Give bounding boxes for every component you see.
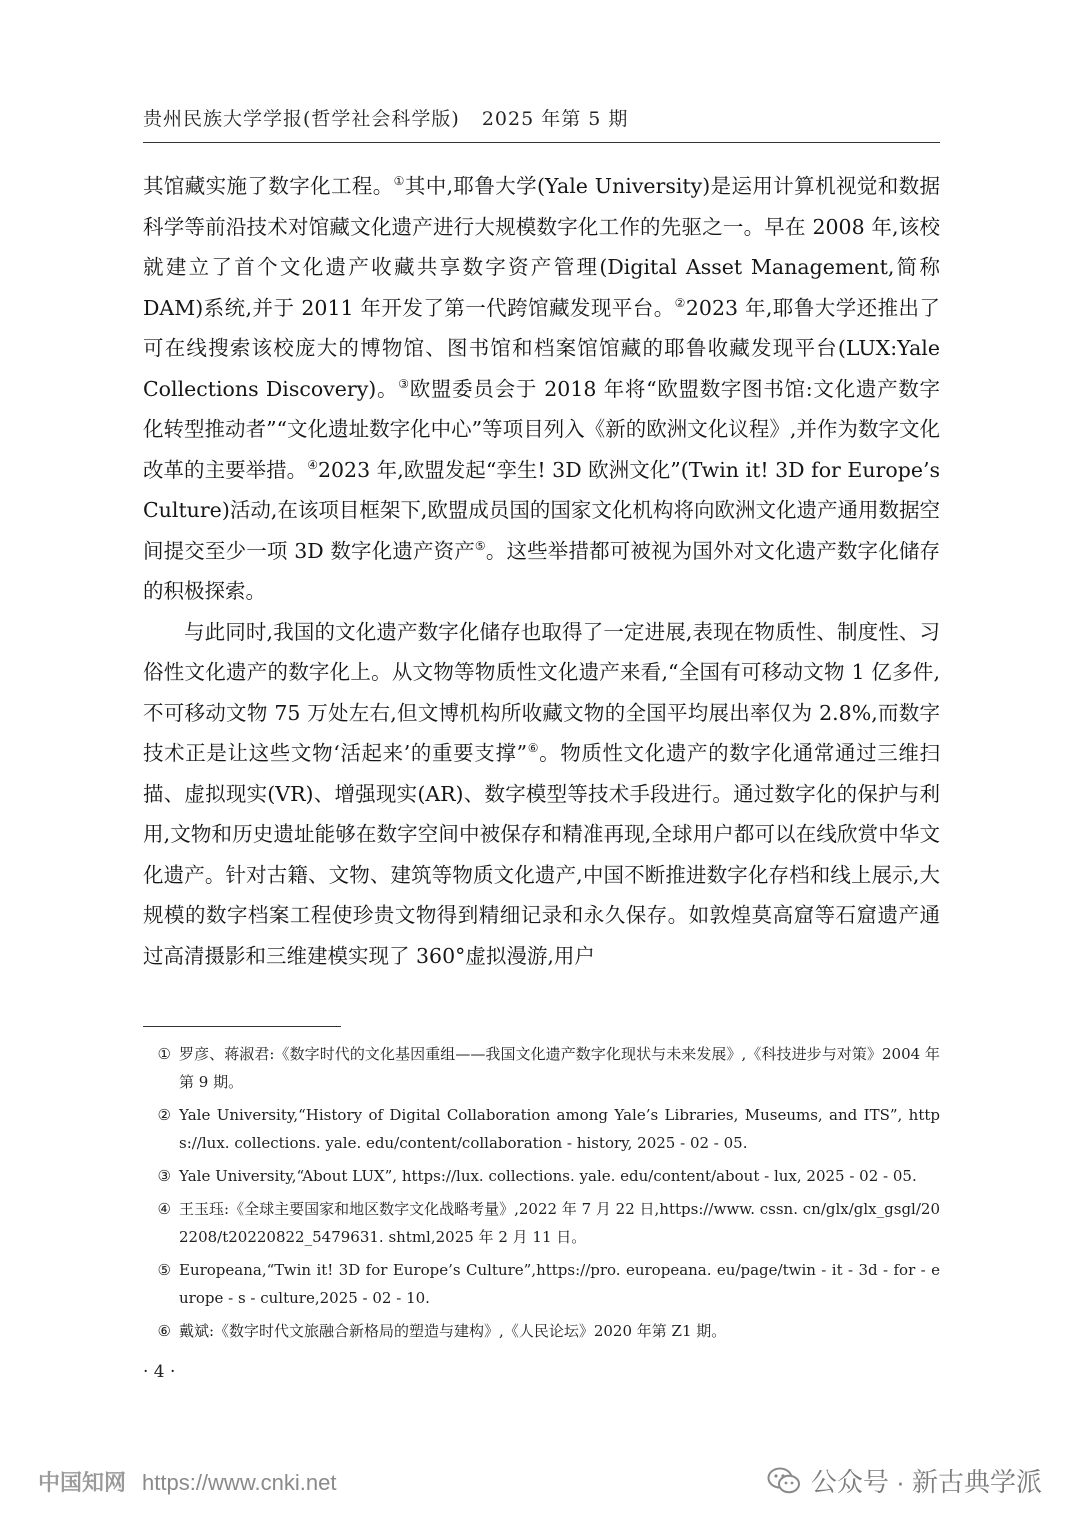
footnote-2 — [143, 1101, 940, 1157]
p1-sentence-1: 其馆藏实施了数字化工程。 — [143, 174, 394, 198]
paragraph-1 — [143, 166, 940, 612]
footnote-4 — [143, 1195, 940, 1251]
running-header — [143, 104, 628, 131]
issue-label: 2025 年第 5 期 — [481, 108, 629, 130]
footnote-ref-3[interactable]: ③ — [398, 376, 410, 391]
p1-sentence-6: 。这些举措都可被视为国外对文化遗产数字化储存的积极探索。 — [143, 538, 941, 603]
footnote-6 — [143, 1317, 940, 1345]
p1-sentence-5: 2023 年,欧盟发起“孪生! 3D 欧洲文化”(Twin it! 3D for Europe’s Culture)活动,在该项目框架下,欧盟成员国的国家文化机构将向欧洲文化遗产通用数据空间提交至少一项 3D 数字化遗产资产 — [143, 457, 940, 563]
footnote-ref-1[interactable]: ① — [393, 174, 405, 189]
cnki-watermark — [38, 1466, 336, 1497]
footnote-rule — [143, 1026, 341, 1027]
cnki-logo: 中国知网 — [38, 1470, 127, 1495]
journal-title: 贵州民族大学学报(哲学社会科学版) — [143, 108, 460, 130]
footnote-mark: ③ — [157, 1167, 171, 1185]
footnote-ref-2[interactable]: ② — [674, 295, 686, 310]
footnote-3 — [143, 1162, 940, 1190]
footnotes — [143, 1040, 940, 1350]
footnote-ref-5[interactable]: ⑤ — [474, 538, 486, 553]
wechat-icon — [767, 1466, 801, 1496]
header-rule — [143, 142, 940, 143]
footnote-text: 戴斌:《数字时代文旅融合新格局的塑造与建构》,《人民论坛》2020 年第 Z1 期。 — [179, 1322, 727, 1340]
footnote-text: 罗彦、蒋淑君:《数字时代的文化基因重组——我国文化遗产数字化现状与未来发展》,《科技进步与对策》2004 年第 9 期。 — [179, 1045, 940, 1091]
footnote-text: Europeana,“Twin it! 3D for Europe’s Culture”,https://pro. europeana. eu/page/twin - it - 3d - for - europe - s - culture,2025 - 02 - 10. — [179, 1261, 940, 1307]
footnote-text: Yale University,“About LUX”, https://lux. collections. yale. edu/content/about - lux, 2025 - 02 - 05. — [179, 1167, 917, 1185]
footnote-ref-6[interactable]: ⑥ — [527, 741, 540, 756]
p1-sentence-4: 欧盟委员会于 2018 年将“欧盟数字图书馆:文化遗产数字化转型推动者”“文化遗址数字化中心”等项目列入《新的欧洲文化议程》,并作为数字文化改革的主要举措。 — [143, 376, 941, 482]
paragraph-2 — [143, 612, 940, 977]
footnote-mark: ② — [157, 1106, 171, 1124]
footnote-ref-4[interactable]: ④ — [307, 457, 318, 472]
p1-sentence-3: 2023 年,耶鲁大学还推出了可在线搜索该校庞大的博物馆、图书馆和档案馆馆藏的耶鲁收藏发现平台(LUX:Yale Collections Discovery)。 — [143, 295, 940, 401]
footnote-text: 王玉珏:《全球主要国家和地区数字文化战略考量》,2022 年 7 月 22 日,https://www. cssn. cn/glx/glx_gsgl/202208/t20220822_5479631. shtml,2025 年 2 月 11 日。 — [179, 1200, 940, 1246]
footnote-5 — [143, 1256, 940, 1312]
footnote-1 — [143, 1040, 940, 1096]
footnote-text: Yale University,“History of Digital Collaboration among Yale’s Libraries, Museums, and ITS”, https://lux. collections. yale. edu/content/collaboration - history, 2025 - 02 - 05. — [179, 1106, 940, 1152]
footnote-mark: ④ — [157, 1200, 171, 1218]
wechat-watermark — [767, 1462, 1042, 1499]
p1-sentence-2: 其中,耶鲁大学(Yale University)是运用计算机视觉和数据科学等前沿技术对馆藏文化遗产进行大规模数字化工作的先驱之一。早在 2008 年,该校就建立了首个文化遗产收藏共享数字资产管理(Digital Asset Management,简称 DAM)系统,并于 2011 年开发了第一代跨馆藏发现平台。 — [143, 174, 941, 320]
wechat-account-label: 公众号 · 新古典学派 — [810, 1467, 1042, 1497]
footnote-mark: ① — [157, 1045, 171, 1063]
p2-sentence-2: 。物质性文化遗产的数字化通常通过三维扫描、虚拟现实(VR)、增强现实(AR)、数字模型等技术手段进行。通过数字化的保护与利用,文物和历史遗址能够在数字空间中被保存和精准再现,全球用户都可以在线欣赏中华文化遗产。针对古籍、文物、建筑等物质文化遗产,中国不断推进数字化存档和线上展示,大规模的数字档案工程使珍贵文物得到精细记录和永久保存。如敦煌莫高窟等石窟遗产通过高清摄影和三维建模实现了 360°虚拟漫游,用户 — [143, 741, 941, 968]
cnki-url[interactable]: https://www.cnki.net — [142, 1470, 337, 1495]
p2-sentence-1: 与此同时,我国的文化遗产数字化储存也取得了一定进展,表现在物质性、制度性、习俗性文化遗产的数字化上。从文物等物质性文化遗产来看,“全国有可移动文物 1 亿多件,不可移动文物 75 万处左右,但文博机构所收藏文物的全国平均展出率仅为 2.8%,而数字技术正是让这些文物‘活起来’的重要支撑” — [143, 619, 940, 765]
page-number: · 4 · — [143, 1362, 176, 1382]
footnote-mark: ⑤ — [157, 1261, 171, 1279]
body-text — [143, 166, 940, 976]
footnote-mark: ⑥ — [157, 1322, 171, 1340]
